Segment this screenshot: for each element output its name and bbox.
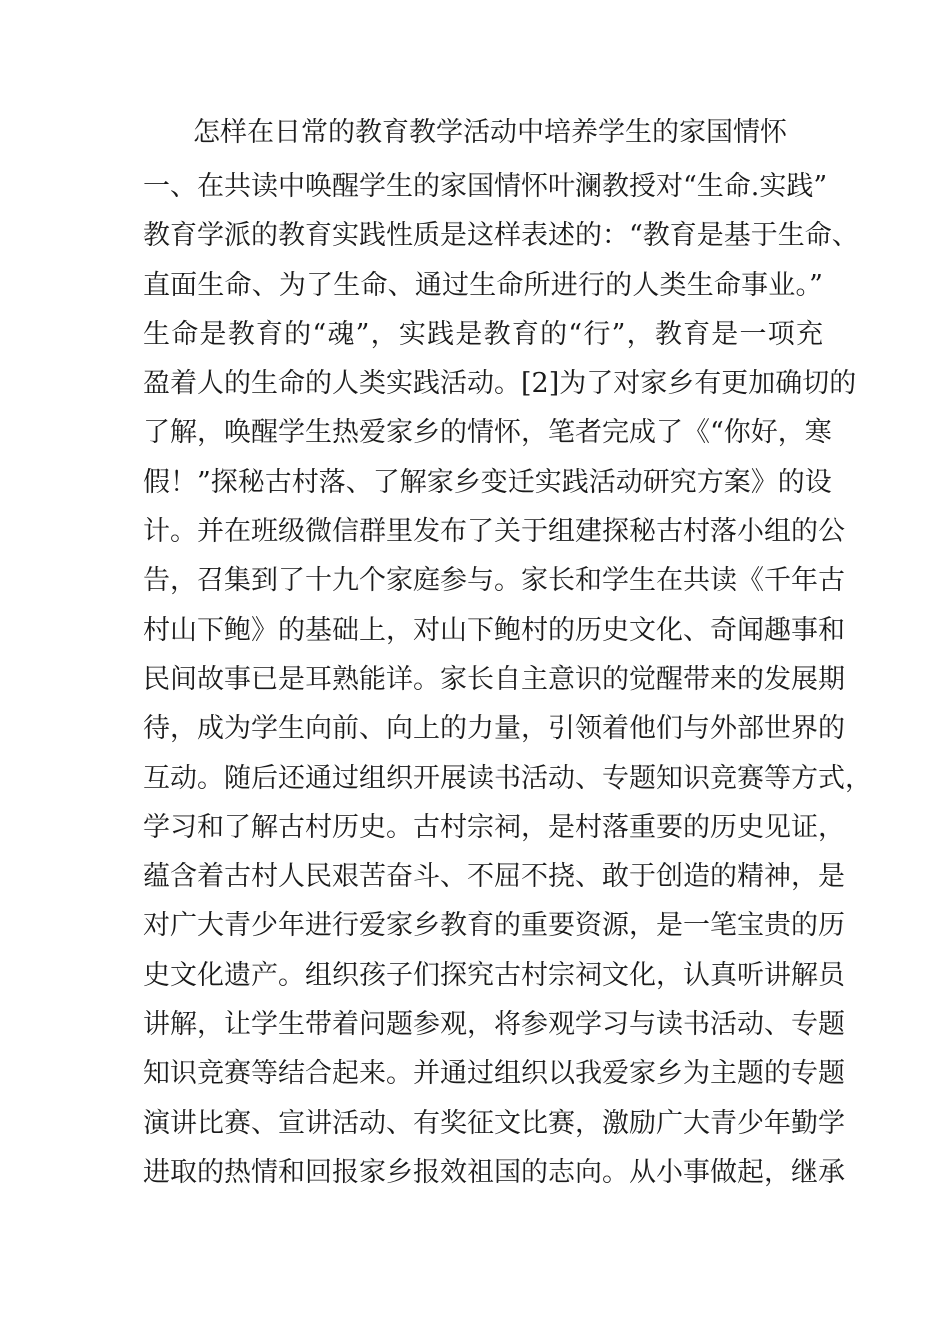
body-line: 告，召集到了十九个家庭参与。家长和学生在共读《千年古 bbox=[143, 565, 845, 597]
body-line: 盈着人的生命的人类实践活动。[2]为了对家乡有更加确切的 bbox=[143, 368, 857, 400]
body-line: 村山下鲍》的基础上，对山下鲍村的历史文化、奇闻趣事和 bbox=[143, 614, 845, 646]
body-line: 讲解，让学生带着问题参观，将参观学习与读书活动、专题 bbox=[143, 1009, 845, 1041]
body-line: 教育学派的教育实践性质是这样表述的：“教育是基于生命、 bbox=[143, 220, 859, 252]
body-line: 互动。随后还通过组织开展读书活动、专题知识竞赛等方式， bbox=[143, 762, 872, 794]
body-line: 假！”探秘古村落、了解家乡变迁实践活动研究方案》的设 bbox=[143, 466, 832, 498]
document-title: 怎样在日常的教育教学活动中培养学生的家国情怀 bbox=[193, 117, 787, 148]
body-line: 待，成为学生向前、向上的力量，引领着他们与外部世界的 bbox=[143, 713, 845, 745]
body-line: 演讲比赛、宣讲活动、有奖征文比赛，激励广大青少年勤学 bbox=[143, 1107, 845, 1139]
body-line: 了解，唤醒学生热爱家乡的情怀，笔者完成了《“你好，寒 bbox=[143, 417, 832, 449]
body-line: 学习和了解古村历史。古村宗祠，是村落重要的历史见证， bbox=[143, 811, 845, 843]
body-line: 蕴含着古村人民艰苦奋斗、不屈不挠、敢于创造的精神，是 bbox=[143, 861, 845, 893]
body-line: 直面生命、为了生命、通过生命所进行的人类生命事业。” bbox=[143, 269, 823, 301]
body-line: 知识竞赛等结合起来。并通过组织以我爱家乡为主题的专题 bbox=[143, 1058, 845, 1090]
body-line: 计。并在班级微信群里发布了关于组建探秘古村落小组的公 bbox=[143, 516, 845, 548]
body-line: 生命是教育的“魂”，实践是教育的“行”，教育是一项充 bbox=[143, 318, 823, 350]
body-line: 民间故事已是耳熟能详。家长自主意识的觉醒带来的发展期 bbox=[143, 663, 845, 695]
body-line: 史文化遗产。组织孩子们探究古村宗祠文化，认真听讲解员 bbox=[143, 959, 845, 991]
body-line: 对广大青少年进行爱家乡教育的重要资源，是一笔宝贵的历 bbox=[143, 910, 845, 942]
body-line: 一、在共读中唤醒学生的家国情怀叶澜教授对“生命.实践” bbox=[143, 171, 828, 202]
body-line: 进取的热情和回报家乡报效祖国的志向。从小事做起，继承 bbox=[143, 1156, 845, 1188]
document-body bbox=[143, 162, 872, 1197]
